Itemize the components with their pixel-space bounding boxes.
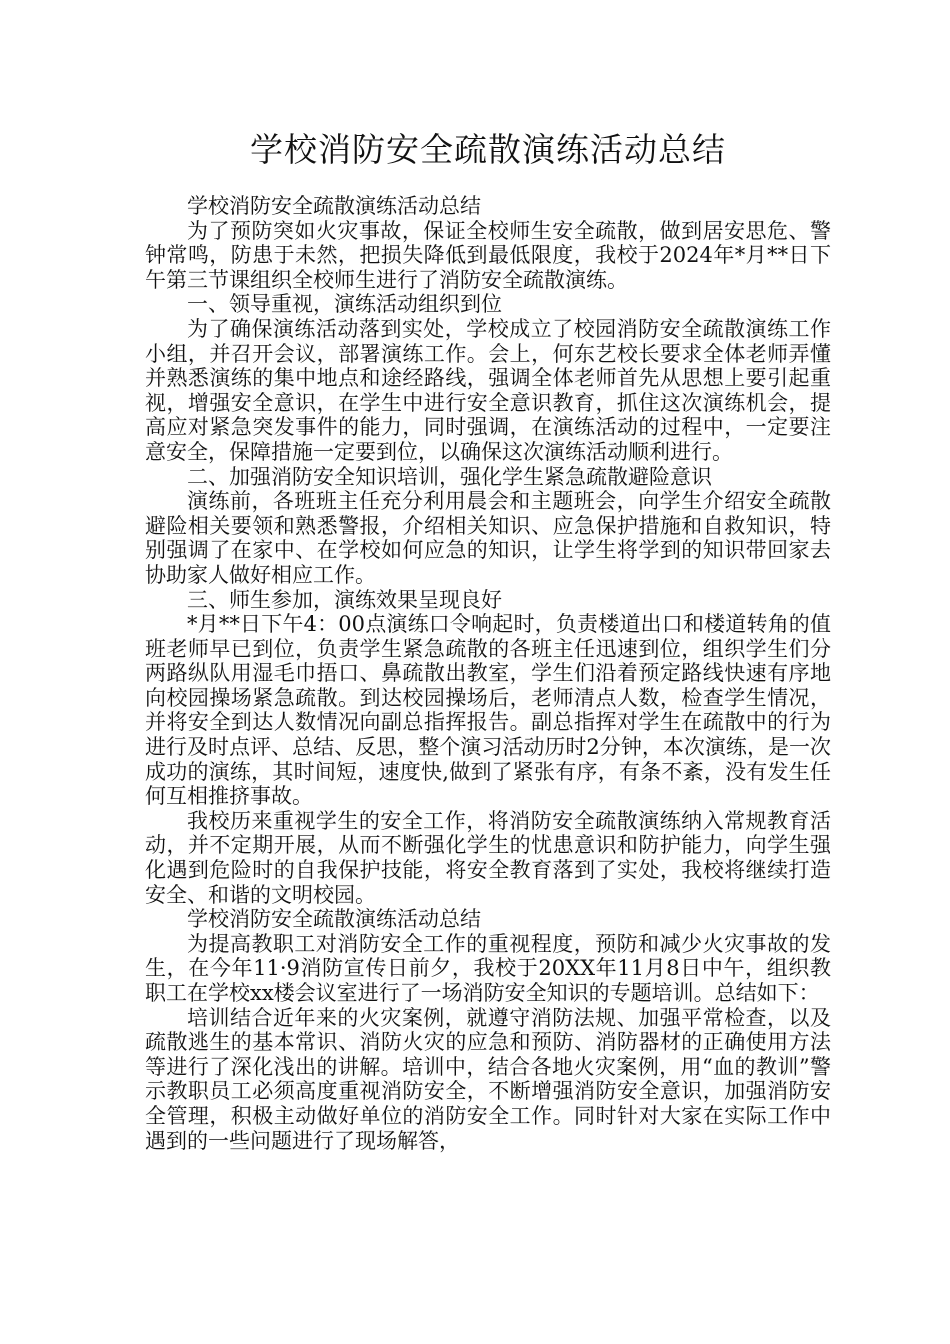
document-title: 学校消防安全疏散演练活动总结 xyxy=(250,130,726,169)
body-paragraph: 我校历来重视学生的安全工作，将消防安全疏散演练纳入常规教育活动，并不定期开展，从而不断强化学生的忧患意识和防护能力，向学生强化遇到危险时的自我保护技能，将安全教育落到了实处，我校将继续打造安全、和谐的文明校园。 xyxy=(145,808,831,907)
section-heading: 二、加强消防安全知识培训，强化学生紧急疏散避险意识 xyxy=(187,464,712,489)
body-paragraph: 为了预防突如火灾事故，保证全校师生安全疏散，做到居安思危、警钟常鸣，防患于未然，把损失降低到最低限度，我校于2024年*月**日下午第三节课组织全校师生进行了消防安全疏散演练。 xyxy=(145,218,831,292)
subtitle-paragraph: 学校消防安全疏散演练活动总结 xyxy=(187,907,481,932)
body-paragraph: *月**日下午4：00点演练口令响起时，负责楼道出口和楼道转角的值班老师早已到位，负责学生紧急疏散的各班主任迅速到位，组织学生们分两路纵队用湿毛巾捂口、鼻疏散出教室，学生们沿着预定路线快速有序地向校园操场紧急疏散。到达校园操场后，老师清点人数，检查学生情况，并将安全到达人数情况向副总指挥报告。副总指挥对学生在疏散中的行为进行及时点评、总结、反思，整个演习活动历时2分钟，本次演练，是一次成功的演练，其时间短，速度快,做到了紧张有序，有条不紊，没有发生任何互相推挤事故。 xyxy=(145,612,831,809)
section-heading: 三、师生参加，演练效果呈现良好 xyxy=(187,587,502,612)
body-paragraph: 培训结合近年来的火灾案例，就遵守消防法规、加强平常检查，以及疏散逃生的基本常识、消防火灾的应急和预防、消防器材的正确使用方法等进行了深化浅出的讲解。培训中，结合各地火灾案例，用“血的教训”警示教职员工必须高度重视消防安全，不断增强消防安全意识，加强消防安全管理，积极主动做好单位的消防安全工作。同时针对大家在实际工作中遇到的一些问题进行了现场解答， xyxy=(145,1005,831,1153)
document-page xyxy=(145,128,831,1153)
body-paragraph: 演练前，各班班主任充分利用晨会和主题班会，向学生介绍安全疏散避险相关要领和熟悉警报，介绍相关知识、应急保护措施和自救知识，特别强调了在家中、在学校如何应急的知识，让学生将学到的知识带回家去协助家人做好相应工作。 xyxy=(145,489,831,587)
section-heading: 一、领导重视，演练活动组织到位 xyxy=(187,292,502,317)
body-paragraph: 为提高教职工对消防安全工作的重视程度，预防和减少火灾事故的发生，在今年11·9消防宣传日前夕，我校于20XX年11月8日中午，组织教职工在学校xx楼会议室进行了一场消防安全知识的专题培训。总结如下： xyxy=(145,931,831,1005)
body-paragraph: 为了确保演练活动落到实处，学校成立了校园消防安全疏散演练工作小组，并召开会议，部署演练工作。会上，何东艺校长要求全体老师弄懂并熟悉演练的集中地点和途经路线，强调全体老师首先从思想上要引起重视，增强安全意识，在学生中进行安全意识教育，抓住这次演练机会，提高应对紧急突发事件的能力，同时强调，在演练活动的过程中，一定要注意安全，保障措施一定要到位，以确保这次演练活动顺利进行。 xyxy=(145,316,831,464)
document-body xyxy=(145,194,831,1153)
subtitle-paragraph: 学校消防安全疏散演练活动总结 xyxy=(187,194,481,218)
